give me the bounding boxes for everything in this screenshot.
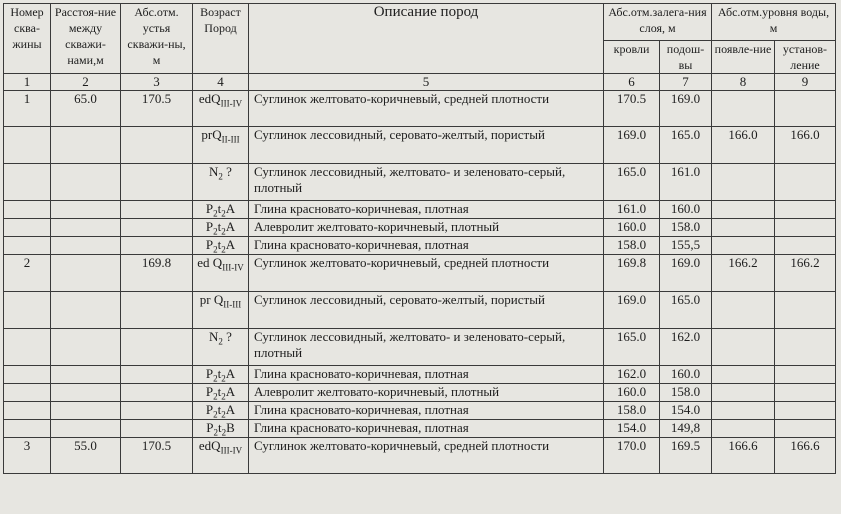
water-appearance	[712, 164, 775, 201]
age-subscript: II-III	[223, 299, 242, 310]
age-suffix: A	[225, 201, 236, 216]
rock-age	[193, 237, 249, 255]
age-mid: t	[217, 219, 222, 234]
bottom-elevation: 169.0	[660, 91, 712, 127]
top-elevation: 169.0	[604, 127, 660, 164]
age-base: edQ	[198, 438, 221, 453]
water-established	[775, 237, 836, 255]
top-elevation: 169.0	[604, 292, 660, 329]
layer-row	[4, 420, 836, 438]
water-established	[775, 384, 836, 402]
distance-value: 65.0	[51, 91, 121, 127]
mouth-elevation	[121, 237, 193, 255]
distance-value	[51, 237, 121, 255]
distance-value: 55.0	[51, 438, 121, 474]
top-elevation: 160.0	[604, 219, 660, 237]
bottom-elevation: 155,5	[660, 237, 712, 255]
age-base: prQ	[201, 127, 222, 142]
header-bottom: подош-вы	[660, 41, 712, 74]
rock-description: Алевролит желтовато-коричневый, плотный	[249, 384, 604, 402]
age-subscript: 2	[213, 391, 218, 402]
bottom-elevation: 165.0	[660, 127, 712, 164]
age-mid: t	[217, 402, 222, 417]
age-subscript-2: 2	[221, 409, 226, 420]
age-subscript: 2	[213, 244, 218, 255]
rock-age	[193, 329, 249, 366]
header-well-no: Номер сква-жины	[4, 4, 51, 74]
age-base: P	[205, 384, 214, 399]
water-established: 166.2	[775, 255, 836, 292]
layer-row	[4, 438, 836, 474]
well-number: 3	[4, 438, 51, 474]
top-elevation: 158.0	[604, 402, 660, 420]
layer-row	[4, 237, 836, 255]
distance-value	[51, 329, 121, 366]
age-suffix: A	[225, 237, 236, 252]
header-appearance: появле-ние	[712, 41, 775, 74]
rock-age	[193, 292, 249, 329]
rock-description: Суглинок желтовато-коричневый, средней плотности	[249, 438, 604, 474]
bottom-elevation: 158.0	[660, 219, 712, 237]
column-number: 5	[249, 74, 604, 91]
age-mid: t	[217, 237, 222, 252]
top-elevation: 170.0	[604, 438, 660, 474]
water-established: 166.0	[775, 127, 836, 164]
column-number-row	[4, 74, 836, 91]
layer-row	[4, 164, 836, 201]
header-water-group: Абс.отм.уровня воды, м	[712, 4, 836, 41]
age-base: P	[205, 402, 214, 417]
water-established	[775, 366, 836, 384]
header-distance: Расстоя-ние между скважи-нами,м	[51, 4, 121, 74]
age-mid: t	[217, 201, 222, 216]
rock-description: Глина красновато-коричневая, плотная	[249, 237, 604, 255]
rock-age	[193, 219, 249, 237]
top-elevation: 169.8	[604, 255, 660, 292]
age-subscript: III-IV	[220, 445, 243, 456]
column-number: 8	[712, 74, 775, 91]
rock-description: Суглинок лессовидный, серовато-желтый, пористый	[249, 292, 604, 329]
mouth-elevation	[121, 219, 193, 237]
mouth-elevation	[121, 384, 193, 402]
top-elevation: 160.0	[604, 384, 660, 402]
water-appearance	[712, 366, 775, 384]
top-elevation: 154.0	[604, 420, 660, 438]
column-number: 7	[660, 74, 712, 91]
age-base: pr Q	[199, 292, 224, 307]
water-established	[775, 91, 836, 127]
distance-value	[51, 219, 121, 237]
column-number: 9	[775, 74, 836, 91]
mouth-elevation	[121, 201, 193, 219]
water-appearance: 166.2	[712, 255, 775, 292]
well-number	[4, 329, 51, 366]
top-elevation: 162.0	[604, 366, 660, 384]
column-number: 3	[121, 74, 193, 91]
age-suffix: A	[225, 384, 236, 399]
water-appearance	[712, 237, 775, 255]
age-base: N	[209, 164, 219, 179]
well-number	[4, 420, 51, 438]
distance-value	[51, 127, 121, 164]
bottom-elevation: 149,8	[660, 420, 712, 438]
mouth-elevation: 170.5	[121, 438, 193, 474]
rock-age	[193, 420, 249, 438]
bottom-elevation: 161.0	[660, 164, 712, 201]
top-elevation: 170.5	[604, 91, 660, 127]
age-subscript: 2	[213, 208, 218, 219]
mouth-elevation	[121, 127, 193, 164]
age-subscript: 2	[218, 336, 223, 347]
water-appearance: 166.0	[712, 127, 775, 164]
layer-row	[4, 366, 836, 384]
well-number	[4, 127, 51, 164]
mouth-elevation: 170.5	[121, 91, 193, 127]
column-number: 6	[604, 74, 660, 91]
mouth-elevation	[121, 292, 193, 329]
header-row	[4, 4, 836, 41]
age-subscript: 2	[213, 373, 218, 384]
water-established	[775, 420, 836, 438]
water-established	[775, 201, 836, 219]
layer-row	[4, 384, 836, 402]
header-age: Возраст Пород	[193, 4, 249, 74]
rock-description: Глина красновато-коричневая, плотная	[249, 366, 604, 384]
layer-rows	[4, 91, 836, 474]
rock-description: Суглинок желтовато-коричневый, средней плотности	[249, 91, 604, 127]
age-subscript: III-IV	[222, 262, 244, 273]
age-base: P	[206, 420, 214, 435]
header-established: установ-ление	[775, 41, 836, 74]
well-number	[4, 292, 51, 329]
bottom-elevation: 160.0	[660, 366, 712, 384]
top-elevation: 165.0	[604, 164, 660, 201]
age-subscript: 2	[213, 409, 218, 420]
well-number	[4, 384, 51, 402]
age-subscript: III-IV	[220, 98, 243, 109]
water-established: 166.6	[775, 438, 836, 474]
distance-value	[51, 201, 121, 219]
bottom-elevation: 169.0	[660, 255, 712, 292]
layer-row	[4, 127, 836, 164]
rock-age	[193, 201, 249, 219]
bottom-elevation: 154.0	[660, 402, 712, 420]
age-base: P	[205, 237, 214, 252]
age-subscript: 2	[213, 427, 218, 438]
mouth-elevation: 169.8	[121, 255, 193, 292]
water-appearance	[712, 201, 775, 219]
age-subscript-2: 2	[221, 244, 226, 255]
rock-description: Суглинок лессовидный, желтовато- и зеленовато-серый, плотный	[249, 329, 604, 366]
water-established	[775, 329, 836, 366]
well-number	[4, 201, 51, 219]
water-appearance	[712, 384, 775, 402]
well-number	[4, 237, 51, 255]
water-appearance: 166.6	[712, 438, 775, 474]
rock-description: Глина красновато-коричневая, плотная	[249, 402, 604, 420]
header-abs-mouth: Абс.отм. устья скважи-ны, м	[121, 4, 193, 74]
water-appearance	[712, 420, 775, 438]
rock-age	[193, 127, 249, 164]
age-subscript: 2	[213, 226, 218, 237]
header-description: Описание пород	[249, 4, 604, 74]
column-number: 2	[51, 74, 121, 91]
distance-value	[51, 255, 121, 292]
water-appearance	[712, 402, 775, 420]
layer-row	[4, 91, 836, 127]
well-number	[4, 366, 51, 384]
age-base: P	[205, 219, 214, 234]
rock-description: Суглинок лессовидный, серовато-желтый, пористый	[249, 127, 604, 164]
age-suffix: B	[226, 420, 235, 435]
age-base: P	[205, 366, 214, 381]
bottom-elevation: 158.0	[660, 384, 712, 402]
age-base: P	[205, 201, 214, 216]
age-suffix: ?	[222, 329, 232, 344]
bottom-elevation: 160.0	[660, 201, 712, 219]
header-top: кровли	[604, 41, 660, 74]
water-established	[775, 292, 836, 329]
rock-age	[193, 366, 249, 384]
age-base: edQ	[198, 91, 221, 106]
mouth-elevation	[121, 366, 193, 384]
water-established	[775, 402, 836, 420]
water-appearance	[712, 219, 775, 237]
rock-age	[193, 164, 249, 201]
rock-age	[193, 438, 249, 474]
layer-row	[4, 201, 836, 219]
age-base: N	[209, 329, 219, 344]
layer-row	[4, 402, 836, 420]
water-established	[775, 219, 836, 237]
age-subscript-2: 2	[221, 391, 226, 402]
water-appearance	[712, 91, 775, 127]
distance-value	[51, 420, 121, 438]
age-subscript-2: 2	[221, 208, 226, 219]
rock-description: Суглинок желтовато-коричневый, средней плотности	[249, 255, 604, 292]
well-number	[4, 402, 51, 420]
mouth-elevation	[121, 420, 193, 438]
water-appearance	[712, 292, 775, 329]
age-suffix: A	[225, 219, 236, 234]
age-suffix: A	[225, 366, 236, 381]
well-number	[4, 219, 51, 237]
mouth-elevation	[121, 329, 193, 366]
age-base: ed Q	[197, 255, 223, 270]
mouth-elevation	[121, 164, 193, 201]
column-number: 1	[4, 74, 51, 91]
mouth-elevation	[121, 402, 193, 420]
distance-value	[51, 292, 121, 329]
rock-age	[193, 91, 249, 127]
age-mid: t	[217, 384, 222, 399]
age-subscript: 2	[218, 171, 223, 182]
bottom-elevation: 169.5	[660, 438, 712, 474]
top-elevation: 161.0	[604, 201, 660, 219]
distance-value	[51, 366, 121, 384]
column-number: 4	[193, 74, 249, 91]
age-subscript-2: 2	[221, 226, 226, 237]
age-mid: t	[217, 366, 222, 381]
rock-description: Алевролит желтовато-коричневый, плотный	[249, 219, 604, 237]
well-number: 1	[4, 91, 51, 127]
layer-row	[4, 292, 836, 329]
age-subscript: II-III	[221, 134, 240, 145]
rock-age	[193, 384, 249, 402]
layer-row	[4, 219, 836, 237]
age-suffix: A	[225, 402, 236, 417]
header-bed-group: Абс.отм.залега-ния слоя, м	[604, 4, 712, 41]
top-elevation: 158.0	[604, 237, 660, 255]
water-appearance	[712, 329, 775, 366]
layer-row	[4, 255, 836, 292]
well-number: 2	[4, 255, 51, 292]
water-established	[775, 164, 836, 201]
bottom-elevation: 165.0	[660, 292, 712, 329]
distance-value	[51, 402, 121, 420]
rock-description: Глина красновато-коричневая, плотная	[249, 420, 604, 438]
rock-description: Суглинок лессовидный, желтовато- и зеленовато-серый, плотный	[249, 164, 604, 201]
age-suffix: ?	[222, 164, 232, 179]
rock-age	[193, 255, 249, 292]
layer-row	[4, 329, 836, 366]
well-number	[4, 164, 51, 201]
top-elevation: 165.0	[604, 329, 660, 366]
distance-value	[51, 384, 121, 402]
age-subscript-2: 2	[221, 373, 226, 384]
age-subscript-2: 2	[221, 427, 227, 438]
bottom-elevation: 162.0	[660, 329, 712, 366]
borehole-table	[3, 3, 836, 474]
rock-age	[193, 402, 249, 420]
age-mid: t	[217, 420, 222, 435]
distance-value	[51, 164, 121, 201]
rock-description: Глина красновато-коричневая, плотная	[249, 201, 604, 219]
